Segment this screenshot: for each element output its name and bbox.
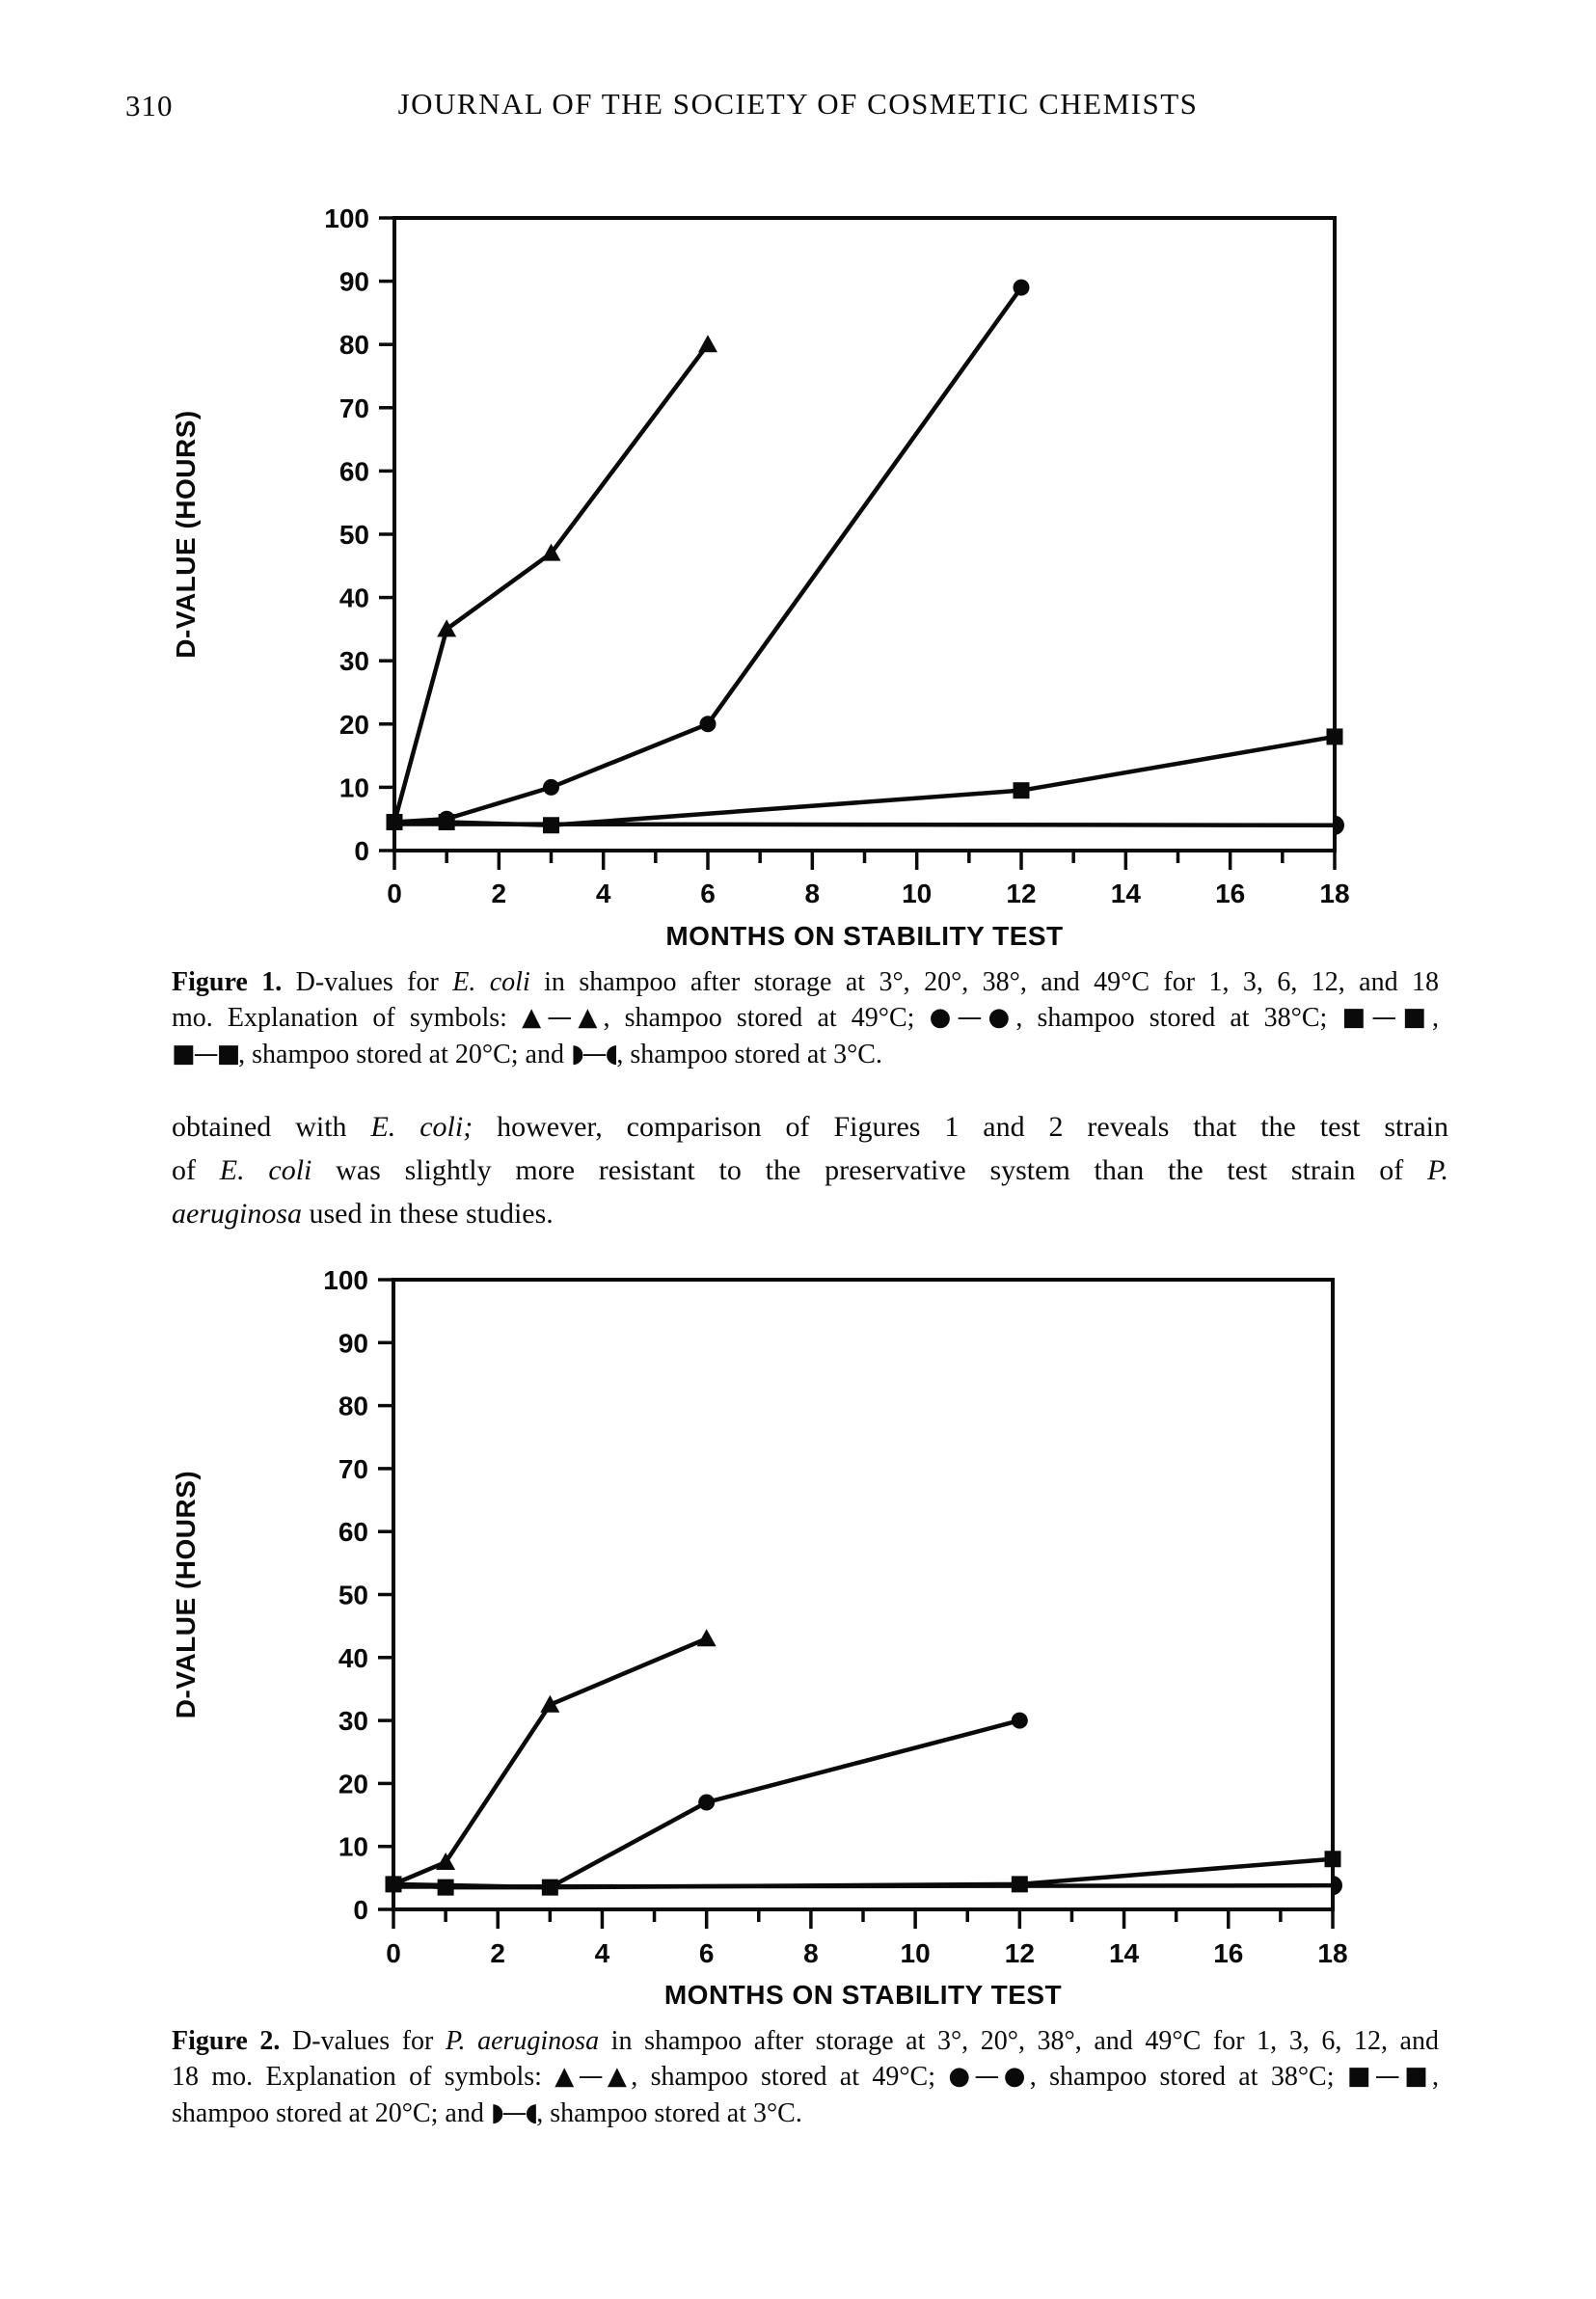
text-segment: used in these studies. bbox=[302, 1198, 554, 1230]
series-half-circle bbox=[394, 817, 1343, 834]
series-line bbox=[393, 1885, 1333, 1886]
text-segment: , shampoo stored at 3°C. bbox=[616, 1040, 882, 1069]
half-circle-marker bbox=[1333, 1877, 1341, 1894]
legend-symbol: ■—■ bbox=[1346, 2062, 1432, 2091]
x-tick-label: 16 bbox=[1213, 1938, 1244, 1968]
text-segment: Figure 2. bbox=[172, 2026, 281, 2056]
text-segment: obtained with bbox=[172, 1111, 371, 1143]
text-line bbox=[172, 1037, 1439, 1073]
series-line bbox=[394, 287, 1021, 822]
half-circle-marker bbox=[1335, 817, 1343, 834]
figure2-caption bbox=[172, 2023, 1439, 2132]
square-marker bbox=[1327, 728, 1343, 744]
text-segment: aeruginosa bbox=[172, 1198, 302, 1230]
x-tick-label: 2 bbox=[491, 879, 507, 908]
x-tick-label: 4 bbox=[595, 879, 611, 908]
journal-header-title: JOURNAL OF THE SOCIETY OF COSMETIC CHEMISTS bbox=[397, 87, 1199, 121]
x-tick-label: 10 bbox=[900, 1938, 931, 1968]
y-tick-label: 30 bbox=[338, 646, 369, 677]
legend-symbol: ▲—▲ bbox=[555, 2062, 632, 2091]
y-tick-label: 30 bbox=[338, 1706, 368, 1737]
legend-symbol: ●—● bbox=[929, 1003, 1016, 1032]
y-tick-label: 50 bbox=[338, 1580, 368, 1610]
text-segment: , shampoo stored at 38°C; bbox=[1029, 2062, 1347, 2092]
text-segment: E. coli; bbox=[370, 1111, 473, 1143]
x-tick-label: 8 bbox=[803, 1938, 819, 1968]
x-tick-label: 8 bbox=[804, 879, 821, 908]
x-axis-title: MONTHS ON STABILITY TEST bbox=[663, 1980, 1063, 2010]
x-tick-label: 10 bbox=[902, 879, 933, 908]
text-segment: , shampoo stored at 20°C; and bbox=[238, 1040, 571, 1069]
text-segment: P. aeruginosa bbox=[445, 2026, 600, 2056]
x-tick-label: 6 bbox=[698, 1938, 715, 1968]
legend-symbol: ■—■ bbox=[1341, 1003, 1433, 1032]
legend-symbol: ◗—◖ bbox=[570, 1040, 617, 1068]
text-segment: however, comparison of Figures 1 and 2 reveals that the test strain bbox=[473, 1111, 1449, 1143]
series-triangle bbox=[393, 1629, 717, 1884]
y-tick-label: 20 bbox=[338, 1769, 368, 1799]
legend-symbol: ■—■ bbox=[172, 1040, 239, 1068]
series-line bbox=[393, 1638, 707, 1884]
text-segment: , shampoo stored at 38°C; bbox=[1015, 1003, 1342, 1033]
text-segment: , shampoo stored at 49°C; bbox=[631, 2062, 949, 2092]
text-segment: , bbox=[1432, 2062, 1439, 2092]
text-segment: , bbox=[1432, 1003, 1440, 1033]
text-line bbox=[172, 2023, 1439, 2059]
legend-symbol: ▲—▲ bbox=[522, 1003, 604, 1032]
square-marker bbox=[1325, 1851, 1341, 1867]
page-number: 310 bbox=[125, 89, 174, 122]
legend-symbol: ◗—◖ bbox=[490, 2098, 537, 2127]
text-segment: was slightly more resistant to the preservative system than the test strain of bbox=[311, 1154, 1428, 1186]
y-tick-label: 80 bbox=[338, 330, 369, 361]
x-tick-label: 2 bbox=[490, 1938, 506, 1968]
series-triangle bbox=[394, 335, 717, 822]
text-segment: E. coli bbox=[452, 967, 530, 997]
y-tick-label: 70 bbox=[338, 1453, 368, 1484]
series-line bbox=[394, 824, 1335, 825]
y-tick-label: 40 bbox=[338, 582, 369, 613]
plot-box bbox=[394, 218, 1335, 851]
triangle-marker bbox=[697, 1629, 717, 1646]
text-line bbox=[172, 2059, 1439, 2096]
y-tick-label: 60 bbox=[338, 1517, 368, 1548]
triangle-marker bbox=[698, 335, 717, 352]
x-tick-label: 18 bbox=[1317, 1938, 1348, 1968]
x-tick-label: 0 bbox=[386, 1938, 401, 1968]
circle-marker bbox=[700, 716, 717, 732]
series-line bbox=[394, 737, 1335, 825]
x-tick-label: 0 bbox=[387, 879, 402, 908]
text-line bbox=[172, 1149, 1448, 1192]
text-segment: E. coli bbox=[219, 1154, 312, 1186]
y-tick-label: 80 bbox=[338, 1391, 368, 1421]
text-line bbox=[172, 1105, 1448, 1149]
series-square bbox=[386, 1851, 1341, 1895]
text-line bbox=[172, 964, 1439, 1000]
x-axis-title: MONTHS ON STABILITY TEST bbox=[665, 921, 1064, 951]
circle-marker bbox=[1014, 280, 1030, 296]
circle-marker bbox=[543, 779, 559, 796]
text-line bbox=[172, 2096, 1439, 2132]
text-segment: D-values for bbox=[282, 967, 453, 997]
series-square bbox=[387, 728, 1343, 833]
y-tick-label: 90 bbox=[338, 1328, 368, 1359]
x-axis bbox=[386, 1909, 1347, 1968]
y-tick-label: 20 bbox=[338, 709, 369, 740]
y-tick-label: 10 bbox=[338, 772, 369, 803]
series-circle bbox=[394, 280, 1030, 827]
text-segment: 18 mo. Explanation of symbols: bbox=[172, 2062, 555, 2092]
text-segment: shampoo stored at 20°C; and bbox=[172, 2098, 491, 2128]
text-segment: in shampoo after storage at 3°, 20°, 38°, and 49°C for 1, 3, 6, 12, and bbox=[599, 2026, 1439, 2056]
figure1-chart bbox=[145, 125, 1427, 974]
series-line bbox=[393, 1859, 1333, 1887]
text-segment: P. bbox=[1427, 1154, 1449, 1186]
x-tick-label: 16 bbox=[1215, 879, 1246, 908]
x-tick-label: 14 bbox=[1108, 1938, 1140, 1968]
x-tick-label: 12 bbox=[1004, 1938, 1035, 1968]
y-tick-label: 60 bbox=[338, 456, 369, 487]
series-half-circle bbox=[393, 1877, 1341, 1894]
y-tick-label: 100 bbox=[323, 1265, 368, 1295]
legend-symbol: ●—● bbox=[948, 2062, 1030, 2091]
y-tick-label: 70 bbox=[338, 392, 369, 423]
figure2-chart bbox=[145, 1191, 1427, 2059]
circle-marker bbox=[698, 1794, 715, 1810]
y-tick-label: 0 bbox=[353, 1895, 368, 1925]
y-axis bbox=[323, 1265, 393, 1925]
plot-box bbox=[393, 1280, 1333, 1909]
text-segment: D-values for bbox=[280, 2026, 446, 2056]
x-tick-label: 18 bbox=[1319, 879, 1350, 908]
text-segment: in shampoo after storage at 3°, 20°, 38°, and 49°C for 1, 3, 6, 12, and 18 bbox=[529, 967, 1440, 997]
text-segment: of bbox=[172, 1154, 220, 1186]
y-axis-title: D-VALUE (HOURS) bbox=[171, 410, 201, 659]
y-axis-title: D-VALUE (HOURS) bbox=[171, 1470, 201, 1719]
series-line bbox=[394, 344, 708, 822]
y-tick-label: 40 bbox=[338, 1642, 368, 1673]
text-segment: , shampoo stored at 3°C. bbox=[536, 2098, 802, 2128]
y-tick-label: 50 bbox=[338, 520, 369, 550]
y-tick-label: 100 bbox=[324, 203, 369, 233]
y-tick-label: 10 bbox=[338, 1831, 368, 1862]
x-tick-label: 6 bbox=[700, 879, 716, 908]
y-tick-label: 0 bbox=[354, 836, 369, 866]
x-tick-label: 12 bbox=[1006, 879, 1037, 908]
text-segment: Figure 1. bbox=[172, 967, 283, 997]
text-line bbox=[172, 1000, 1439, 1037]
figure1-caption bbox=[172, 964, 1439, 1073]
text-segment: , shampoo stored at 49°C; bbox=[603, 1003, 930, 1033]
x-tick-label: 14 bbox=[1110, 879, 1141, 908]
y-axis bbox=[324, 203, 394, 866]
x-tick-label: 4 bbox=[594, 1938, 610, 1968]
square-marker bbox=[1014, 782, 1030, 798]
text-segment: mo. Explanation of symbols: bbox=[172, 1003, 523, 1033]
y-tick-label: 90 bbox=[338, 266, 369, 297]
square-marker bbox=[386, 1876, 402, 1892]
circle-marker bbox=[1012, 1713, 1028, 1729]
x-axis bbox=[387, 851, 1349, 908]
